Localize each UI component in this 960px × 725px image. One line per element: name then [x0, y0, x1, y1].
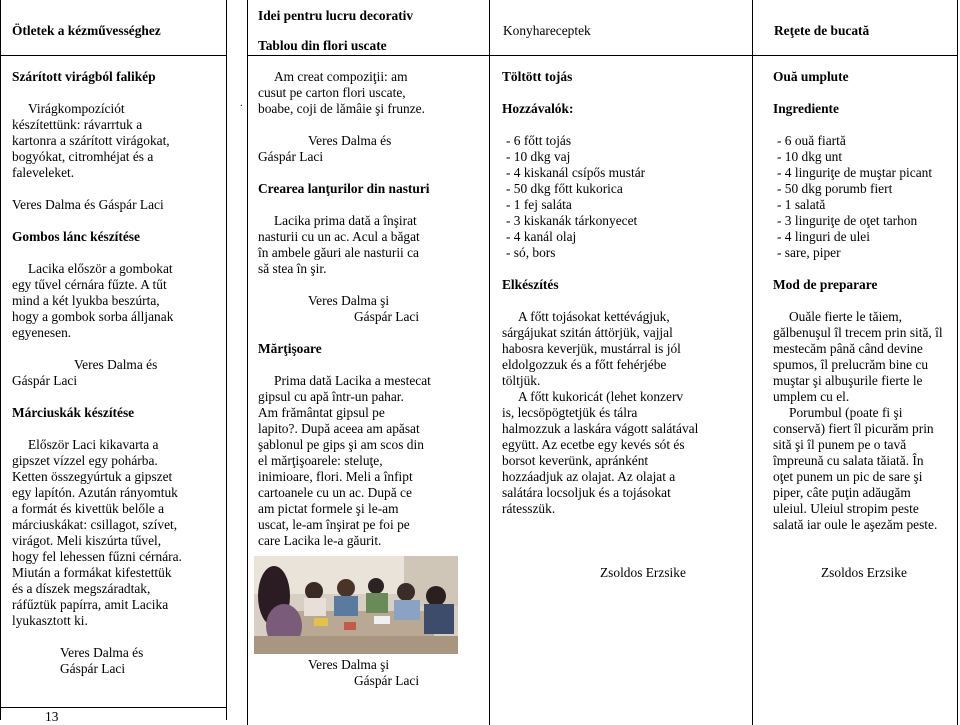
list-item: - 4 linguri de ulei	[777, 229, 870, 244]
header-separator-1	[0, 55, 227, 56]
list-item: - 10 dkg vaj	[506, 149, 571, 164]
text-line: uscat, le-am înşirat pe foi pe	[258, 517, 410, 532]
text-line: salată iar oule le aşezăm peste.	[773, 517, 938, 532]
text-line: Veres Dalma şi	[308, 293, 390, 308]
text-line: nasturii cu un ac. Acul a băgat	[258, 229, 420, 244]
text-line: inimioare, flori. Meli a înfipt	[258, 469, 413, 484]
list-item: - 4 linguriţe de muştar picant	[777, 165, 933, 180]
text-line: gipsul cu apă într-un pahar.	[258, 389, 404, 404]
list-item: - 4 kiskanál csípős mustár	[506, 165, 646, 180]
text-line: sárgájukat szitán áttörjük, vajjal	[502, 325, 673, 340]
text-line: töltjük.	[502, 373, 541, 388]
section-title: Ouă umplute	[773, 69, 849, 84]
section-title: Töltött tojás	[502, 69, 573, 84]
column-3-header	[503, 23, 743, 39]
list-item: - 50 dkg porumb fiert	[777, 181, 893, 196]
paragraph	[773, 309, 955, 405]
footer-separator	[0, 707, 227, 708]
text-line: és a díszek megszáradtak,	[12, 581, 151, 596]
paragraph	[12, 357, 226, 389]
list-item: - 1 salată	[777, 197, 826, 212]
column-divider-1	[0, 0, 1, 720]
list-item: - 3 linguriţe de oţet tarhon	[777, 213, 918, 228]
text-line: gălbenuşul îl trecem prin sită, îl	[773, 325, 943, 340]
text-line: halmozzuk a laskára vágott salátával	[502, 421, 699, 436]
text-line: bogyókat, citromhéjat és a	[12, 149, 154, 164]
text-line: care Lacika le-a găurit.	[258, 533, 382, 548]
list-item: - 6 főtt tojás	[506, 133, 572, 148]
column-4-header	[774, 23, 954, 39]
text-line: conservă) fiert îl picurăm prin	[773, 421, 934, 436]
column-divider-5	[752, 0, 753, 725]
text-line: hozzáadjuk az olajat. Az olajat a	[502, 469, 676, 484]
photo-children-crafting	[254, 556, 458, 654]
text-line: Veres Dalma és	[308, 133, 392, 148]
paragraph	[258, 373, 486, 549]
text-line: uleiul. Uleiul stropim peste	[773, 501, 919, 516]
text-line: hogy fel lehessen fűzni cérnára.	[12, 549, 182, 564]
text-line: Lacika prima dată a înşirat	[274, 213, 417, 228]
list-item: - 6 ouă fiartă	[777, 133, 846, 148]
text-line: piper, câte puţin adăugăm	[773, 485, 911, 500]
text-line: Porumbul (poate fi şi	[789, 405, 903, 420]
text-line: lapito?. După aceea am apăsat	[258, 421, 420, 436]
text-line: Virágkompozíciót	[28, 101, 125, 116]
section-title: Hozzávalók:	[502, 101, 574, 116]
paragraph	[12, 101, 226, 181]
column-divider-6	[957, 0, 958, 725]
paragraph	[12, 261, 226, 341]
list-item: - 50 dkg főtt kukorica	[506, 181, 623, 196]
text-line: készítettünk: rávarrtuk a	[12, 117, 143, 132]
column-2-header-line-1: Idei pentru lucru decorativ	[258, 8, 414, 23]
text-line: Am creat compoziţii: am	[274, 69, 408, 84]
text-line: faleveleket.	[12, 165, 75, 180]
text-line: el mărţişoarele: steluţe,	[258, 453, 383, 468]
header-separator-2	[247, 55, 490, 56]
column-divider-3	[247, 0, 248, 725]
paragraph	[258, 293, 486, 325]
paragraph	[258, 213, 486, 277]
text-line: is, lecsöpögtetjük és tálra	[502, 405, 638, 420]
text-line: ráfűztük papírra, amit Lacika	[12, 597, 169, 612]
text-line: Gáspár Laci	[354, 309, 420, 324]
text-line: Zsoldos Erzsike	[821, 565, 907, 580]
text-line: Gáspár Laci	[12, 373, 78, 388]
text-line: Veres Dalma és Gáspár Laci	[12, 197, 164, 212]
text-line: gipszet vízzel egy pohárba.	[12, 453, 158, 468]
text-line: mind a két lyukba beszúrta,	[12, 293, 160, 308]
text-line: muştar şi albuşurile fierte le	[773, 373, 923, 388]
text-line: kartonra a szárított virágokat,	[12, 133, 170, 148]
text-line: Veres Dalma şi	[308, 657, 390, 672]
text-line: împreună cu salata tăiată. În	[773, 453, 924, 468]
paragraph	[12, 197, 226, 213]
column-4-header-line: Reţete de bucată	[774, 23, 870, 38]
text-line: rátesszük.	[502, 501, 556, 516]
text-line: în ambele găuri ale nasturii ca	[258, 245, 419, 260]
text-line: A főtt kukoricát (lehet konzerv	[518, 389, 684, 404]
text-line: Prima dată Lacika a mestecat	[274, 373, 431, 388]
paragraph	[502, 389, 750, 517]
column-4-body	[773, 69, 955, 581]
text-line: hogy a gombok sorba álljanak	[12, 309, 174, 324]
text-line: am pictat formele şi le-am	[258, 501, 399, 516]
column-3-header-line: Konyhareceptek	[503, 23, 591, 38]
column-1-header	[12, 23, 222, 39]
paragraph	[773, 405, 955, 533]
text-line: Ketten összegyúrtuk a gipszet	[12, 469, 173, 484]
page-number: 13	[45, 709, 59, 724]
column-divider-4	[489, 0, 490, 725]
text-line: márciuskákat: csillagot, szívet,	[12, 517, 178, 532]
column-1-header-line: Ötletek a kézművességhez	[12, 23, 161, 38]
text-line: Am frământat gipsul pe	[258, 405, 385, 420]
section-title: Gombos lánc készítése	[12, 229, 140, 244]
section-title: Szárított virágból falikép	[12, 69, 156, 84]
text-line: egy lapítón. Azután rányomtuk	[12, 485, 178, 500]
text-line: Zsoldos Erzsike	[600, 565, 686, 580]
text-line: borsot keverünk, apránként	[502, 453, 649, 468]
section-title: Mărţişoare	[258, 341, 322, 356]
list-item: - sare, piper	[777, 245, 841, 260]
text-line: boabe, coji de lămâie şi frunze.	[258, 101, 425, 116]
text-line: să stea în şir.	[258, 261, 327, 276]
text-line: együtt. Az ecetbe egy kevés sót és	[502, 437, 685, 452]
text-line: a formát és kivettük belőle a	[12, 501, 165, 516]
text-line: Gáspár Laci	[258, 149, 324, 164]
text-line: Először Laci kikavarta a	[28, 437, 159, 452]
text-line: Gáspár Laci	[354, 673, 420, 688]
text-line: salátára locsoljuk és a tojásokat	[502, 485, 671, 500]
ingredient-list	[773, 133, 955, 261]
paragraph	[258, 133, 486, 165]
column-3-body	[502, 69, 750, 581]
text-line: cusut pe carton flori uscate,	[258, 85, 406, 100]
text-line: Gáspár Laci	[60, 661, 126, 676]
section-title: Mod de preparare	[773, 277, 878, 292]
header-separator-4	[752, 55, 958, 56]
text-line: mestecăm până când devine	[773, 341, 923, 356]
stray-dot: .	[240, 98, 243, 109]
paragraph	[258, 69, 486, 117]
text-line: lyukasztott ki.	[12, 613, 88, 628]
paragraph	[502, 309, 750, 389]
paragraph	[258, 657, 486, 689]
list-item: - 1 fej saláta	[506, 197, 572, 212]
text-line: Veres Dalma és	[60, 645, 144, 660]
text-line: Ouăle fierte le tăiem,	[789, 309, 903, 324]
text-line: umplem cu el.	[773, 389, 850, 404]
text-line: cartoanele cu un ac. După ce	[258, 485, 412, 500]
list-item: - 3 kiskanák tárkonyecet	[506, 213, 638, 228]
section-title: Márciuskák készítése	[12, 405, 135, 420]
text-line: virágot. Meli kiszúrta tűvel,	[12, 533, 162, 548]
list-item: - só, bors	[506, 245, 556, 260]
column-1-body	[12, 69, 226, 677]
text-line: spumos, îl prelucrăm bine cu	[773, 357, 929, 372]
paragraph	[12, 437, 226, 629]
text-line: şablonul pe gips şi am scos din	[258, 437, 424, 452]
text-line: oţet punem un pic de sare şi	[773, 469, 923, 484]
section-title: Ingrediente	[773, 101, 839, 116]
text-line: sită şi îl punem pe o tavă	[773, 437, 907, 452]
text-line: Lacika először a gombokat	[28, 261, 173, 276]
paragraph	[773, 565, 955, 581]
ingredient-list	[502, 133, 750, 261]
paragraph	[502, 565, 750, 581]
list-item: - 4 kanál olaj	[506, 229, 577, 244]
text-line: Miután a formákat kifestettük	[12, 565, 172, 580]
header-separator-3	[489, 55, 753, 56]
text-line: egyenesen.	[12, 325, 72, 340]
text-line: egy tűvel cérnára fűzte. A tűt	[12, 277, 167, 292]
text-line: eldolgozzuk és a főtt fehérjébe	[502, 357, 667, 372]
text-line: Veres Dalma és	[74, 357, 158, 372]
section-title: Elkészítés	[502, 277, 559, 292]
text-line: A főtt tojásokat kettévágjuk,	[518, 309, 670, 324]
column-2-header	[258, 8, 483, 54]
column-2-header-line-2: Tablou din flori uscate	[258, 38, 387, 53]
list-item: - 10 dkg unt	[777, 149, 843, 164]
paragraph	[12, 645, 226, 677]
text-line: habosra keverjük, mustárral is jól	[502, 341, 681, 356]
photo-image	[254, 556, 458, 654]
column-divider-2	[226, 0, 227, 720]
section-title: Crearea lanţurilor din nasturi	[258, 181, 430, 196]
